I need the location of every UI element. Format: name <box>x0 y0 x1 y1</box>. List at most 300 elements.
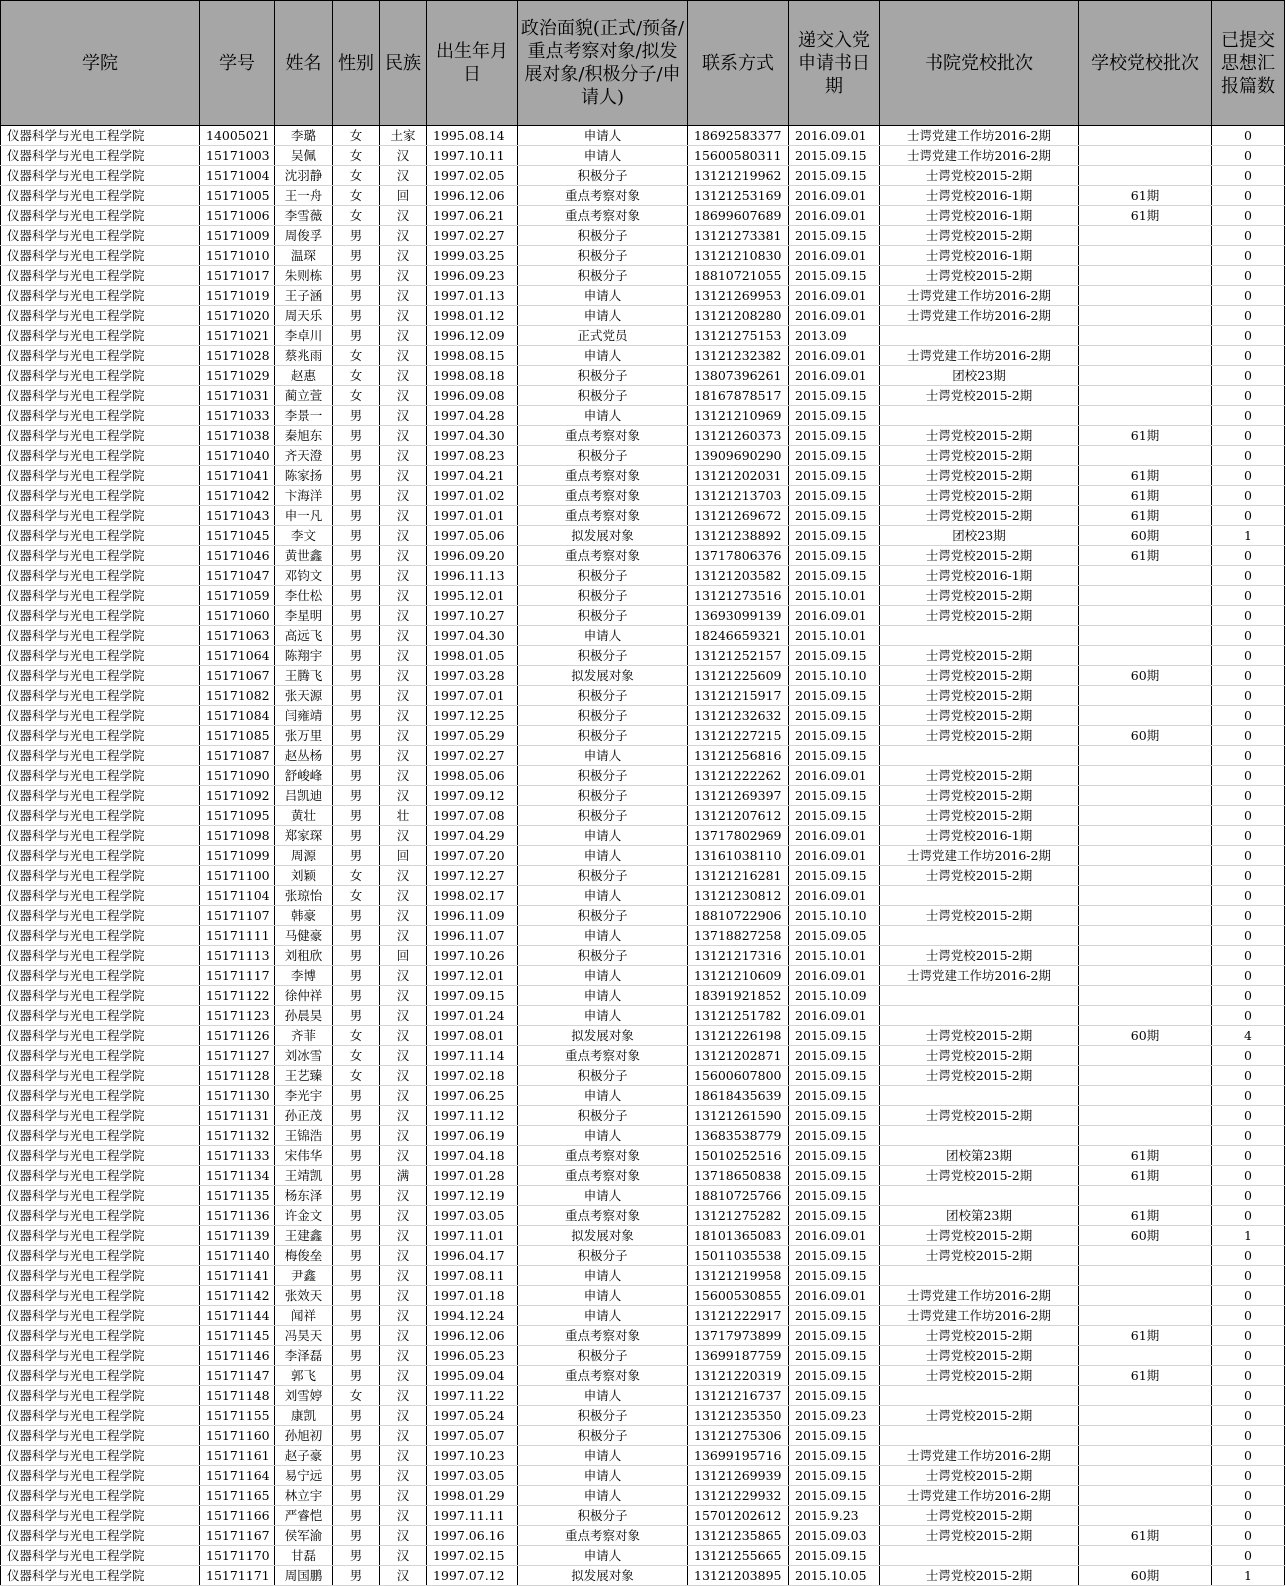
cell-political-status[interactable]: 重点考察对象 <box>518 546 688 566</box>
cell-birthdate[interactable]: 1995.12.01 <box>427 586 518 606</box>
cell-name[interactable]: 闻祥 <box>275 1306 333 1326</box>
cell-application-date[interactable]: 2015.09.15 <box>789 466 880 486</box>
cell-student-id[interactable]: 15171092 <box>200 786 275 806</box>
cell-birthdate[interactable]: 1995.08.14 <box>427 126 518 146</box>
cell-ethnicity[interactable]: 壮 <box>380 806 427 826</box>
cell-university-party-school[interactable] <box>1079 1126 1212 1146</box>
cell-name[interactable]: 李雪薇 <box>275 206 333 226</box>
cell-political-status[interactable]: 积极分子 <box>518 646 688 666</box>
cell-reports-count[interactable]: 0 <box>1212 1126 1285 1146</box>
cell-student-id[interactable]: 15171142 <box>200 1286 275 1306</box>
cell-college[interactable]: 仪器科学与光电工程学院 <box>1 306 200 326</box>
cell-student-id[interactable]: 15171167 <box>200 1526 275 1546</box>
cell-student-id[interactable]: 15171170 <box>200 1546 275 1566</box>
cell-ethnicity[interactable]: 汉 <box>380 1186 427 1206</box>
cell-university-party-school[interactable] <box>1079 786 1212 806</box>
cell-political-status[interactable]: 申请人 <box>518 1486 688 1506</box>
cell-name[interactable]: 王锦浩 <box>275 1126 333 1146</box>
cell-birthdate[interactable]: 1997.04.28 <box>427 406 518 426</box>
cell-ethnicity[interactable]: 汉 <box>380 1446 427 1466</box>
cell-gender[interactable]: 男 <box>333 1526 380 1546</box>
cell-college[interactable]: 仪器科学与光电工程学院 <box>1 326 200 346</box>
cell-application-date[interactable]: 2015.09.15 <box>789 1266 880 1286</box>
cell-student-id[interactable]: 15171082 <box>200 686 275 706</box>
cell-reports-count[interactable]: 0 <box>1212 1086 1285 1106</box>
cell-student-id[interactable]: 15171171 <box>200 1566 275 1586</box>
cell-university-party-school[interactable] <box>1079 326 1212 346</box>
cell-reports-count[interactable]: 0 <box>1212 1286 1285 1306</box>
cell-name[interactable]: 刘雪婷 <box>275 1386 333 1406</box>
cell-college-party-school[interactable]: 士谔党校2015-2期 <box>880 1366 1079 1386</box>
cell-name[interactable]: 周源 <box>275 846 333 866</box>
cell-student-id[interactable]: 15171122 <box>200 986 275 1006</box>
cell-student-id[interactable]: 15171005 <box>200 186 275 206</box>
header-college[interactable]: 学院 <box>1 1 200 126</box>
cell-birthdate[interactable]: 1997.10.27 <box>427 606 518 626</box>
cell-political-status[interactable]: 申请人 <box>518 306 688 326</box>
cell-gender[interactable]: 男 <box>333 686 380 706</box>
cell-college-party-school[interactable]: 士谔党校2015-2期 <box>880 646 1079 666</box>
cell-college[interactable]: 仪器科学与光电工程学院 <box>1 226 200 246</box>
cell-college-party-school[interactable]: 士谔党校2015-2期 <box>880 1166 1079 1186</box>
cell-gender[interactable]: 女 <box>333 126 380 146</box>
cell-name[interactable]: 吴佩 <box>275 146 333 166</box>
cell-birthdate[interactable]: 1996.04.17 <box>427 1246 518 1266</box>
cell-reports-count[interactable]: 0 <box>1212 366 1285 386</box>
cell-college-party-school[interactable]: 士谔党校2015-2期 <box>880 1026 1079 1046</box>
cell-birthdate[interactable]: 1995.09.04 <box>427 1366 518 1386</box>
cell-college[interactable]: 仪器科学与光电工程学院 <box>1 966 200 986</box>
cell-reports-count[interactable]: 1 <box>1212 1226 1285 1246</box>
cell-reports-count[interactable]: 0 <box>1212 346 1285 366</box>
cell-student-id[interactable]: 15171060 <box>200 606 275 626</box>
cell-college[interactable]: 仪器科学与光电工程学院 <box>1 1246 200 1266</box>
cell-university-party-school[interactable] <box>1079 286 1212 306</box>
cell-ethnicity[interactable]: 汉 <box>380 346 427 366</box>
cell-reports-count[interactable]: 0 <box>1212 866 1285 886</box>
cell-ethnicity[interactable]: 汉 <box>380 286 427 306</box>
cell-application-date[interactable]: 2015.09.15 <box>789 1446 880 1466</box>
cell-ethnicity[interactable]: 汉 <box>380 566 427 586</box>
cell-ethnicity[interactable]: 汉 <box>380 666 427 686</box>
cell-contact[interactable]: 13121251782 <box>688 1006 789 1026</box>
cell-contact[interactable]: 13121273516 <box>688 586 789 606</box>
cell-birthdate[interactable]: 1997.05.29 <box>427 726 518 746</box>
cell-reports-count[interactable]: 0 <box>1212 446 1285 466</box>
cell-university-party-school[interactable]: 60期 <box>1079 1026 1212 1046</box>
cell-college-party-school[interactable]: 士谔党校2015-2期 <box>880 686 1079 706</box>
cell-university-party-school[interactable] <box>1079 1426 1212 1446</box>
cell-college[interactable]: 仪器科学与光电工程学院 <box>1 986 200 1006</box>
cell-college[interactable]: 仪器科学与光电工程学院 <box>1 706 200 726</box>
cell-application-date[interactable]: 2015.10.05 <box>789 1566 880 1586</box>
cell-political-status[interactable]: 申请人 <box>518 126 688 146</box>
cell-political-status[interactable]: 申请人 <box>518 1546 688 1566</box>
cell-application-date[interactable]: 2015.09.15 <box>789 1186 880 1206</box>
cell-university-party-school[interactable]: 61期 <box>1079 1146 1212 1166</box>
cell-reports-count[interactable]: 0 <box>1212 1406 1285 1426</box>
cell-contact[interactable]: 13718650838 <box>688 1166 789 1186</box>
cell-student-id[interactable]: 15171085 <box>200 726 275 746</box>
cell-reports-count[interactable]: 0 <box>1212 906 1285 926</box>
cell-political-status[interactable]: 拟发展对象 <box>518 1026 688 1046</box>
cell-university-party-school[interactable] <box>1079 1306 1212 1326</box>
cell-birthdate[interactable]: 1996.12.09 <box>427 326 518 346</box>
cell-gender[interactable]: 男 <box>333 1306 380 1326</box>
cell-contact[interactable]: 15010252516 <box>688 1146 789 1166</box>
cell-birthdate[interactable]: 1997.09.12 <box>427 786 518 806</box>
cell-college-party-school[interactable]: 士谔党校2015-2期 <box>880 786 1079 806</box>
cell-ethnicity[interactable]: 汉 <box>380 1306 427 1326</box>
cell-name[interactable]: 申一凡 <box>275 506 333 526</box>
cell-college-party-school[interactable]: 士谔党校2015-2期 <box>880 946 1079 966</box>
cell-political-status[interactable]: 积极分子 <box>518 606 688 626</box>
cell-birthdate[interactable]: 1997.03.05 <box>427 1466 518 1486</box>
cell-application-date[interactable]: 2015.09.15 <box>789 1306 880 1326</box>
cell-university-party-school[interactable] <box>1079 1106 1212 1126</box>
cell-college[interactable]: 仪器科学与光电工程学院 <box>1 406 200 426</box>
cell-birthdate[interactable]: 1997.11.01 <box>427 1226 518 1246</box>
cell-name[interactable]: 甘磊 <box>275 1546 333 1566</box>
cell-gender[interactable]: 男 <box>333 1426 380 1446</box>
cell-college[interactable]: 仪器科学与光电工程学院 <box>1 1346 200 1366</box>
cell-political-status[interactable]: 重点考察对象 <box>518 1326 688 1346</box>
cell-college-party-school[interactable]: 士谔党校2015-2期 <box>880 1046 1079 1066</box>
cell-birthdate[interactable]: 1997.01.13 <box>427 286 518 306</box>
cell-application-date[interactable]: 2016.09.01 <box>789 826 880 846</box>
cell-reports-count[interactable]: 0 <box>1212 266 1285 286</box>
cell-gender[interactable]: 男 <box>333 1346 380 1366</box>
cell-application-date[interactable]: 2016.09.01 <box>789 966 880 986</box>
cell-reports-count[interactable]: 0 <box>1212 1066 1285 1086</box>
cell-student-id[interactable]: 15171043 <box>200 506 275 526</box>
cell-application-date[interactable]: 2015.09.15 <box>789 1326 880 1346</box>
cell-ethnicity[interactable]: 回 <box>380 186 427 206</box>
cell-college[interactable]: 仪器科学与光电工程学院 <box>1 1166 200 1186</box>
cell-university-party-school[interactable] <box>1079 926 1212 946</box>
cell-application-date[interactable]: 2015.09.15 <box>789 1206 880 1226</box>
cell-college-party-school[interactable]: 士谔党建工作坊2016-2期 <box>880 1446 1079 1466</box>
cell-ethnicity[interactable]: 汉 <box>380 726 427 746</box>
cell-birthdate[interactable]: 1997.02.15 <box>427 1546 518 1566</box>
cell-student-id[interactable]: 15171064 <box>200 646 275 666</box>
cell-college[interactable]: 仪器科学与光电工程学院 <box>1 446 200 466</box>
cell-college[interactable]: 仪器科学与光电工程学院 <box>1 786 200 806</box>
cell-student-id[interactable]: 15171128 <box>200 1066 275 1086</box>
cell-college[interactable]: 仪器科学与光电工程学院 <box>1 1426 200 1446</box>
cell-political-status[interactable]: 拟发展对象 <box>518 1566 688 1586</box>
cell-gender[interactable]: 男 <box>333 746 380 766</box>
cell-reports-count[interactable]: 1 <box>1212 526 1285 546</box>
header-application-date[interactable]: 递交入党申请书日期 <box>789 1 880 126</box>
cell-student-id[interactable]: 15171019 <box>200 286 275 306</box>
cell-ethnicity[interactable]: 汉 <box>380 706 427 726</box>
cell-college-party-school[interactable] <box>880 1546 1079 1566</box>
cell-college[interactable]: 仪器科学与光电工程学院 <box>1 1486 200 1506</box>
cell-application-date[interactable]: 2016.09.01 <box>789 1286 880 1306</box>
cell-application-date[interactable]: 2015.09.15 <box>789 686 880 706</box>
cell-application-date[interactable]: 2015.09.15 <box>789 146 880 166</box>
cell-university-party-school[interactable] <box>1079 446 1212 466</box>
cell-university-party-school[interactable] <box>1079 566 1212 586</box>
cell-name[interactable]: 沈羽静 <box>275 166 333 186</box>
cell-application-date[interactable]: 2015.09.23 <box>789 1406 880 1426</box>
cell-gender[interactable]: 男 <box>333 326 380 346</box>
cell-reports-count[interactable]: 0 <box>1212 1246 1285 1266</box>
cell-application-date[interactable]: 2015.09.15 <box>789 1086 880 1106</box>
cell-college-party-school[interactable]: 士谔党校2015-2期 <box>880 726 1079 746</box>
cell-ethnicity[interactable]: 汉 <box>380 1106 427 1126</box>
cell-contact[interactable]: 13121216737 <box>688 1386 789 1406</box>
cell-university-party-school[interactable] <box>1079 1266 1212 1286</box>
cell-ethnicity[interactable]: 汉 <box>380 746 427 766</box>
cell-gender[interactable]: 男 <box>333 626 380 646</box>
cell-name[interactable]: 李文 <box>275 526 333 546</box>
cell-name[interactable]: 杨东泽 <box>275 1186 333 1206</box>
cell-student-id[interactable]: 15171133 <box>200 1146 275 1166</box>
cell-reports-count[interactable]: 0 <box>1212 1486 1285 1506</box>
cell-gender[interactable]: 男 <box>333 926 380 946</box>
cell-birthdate[interactable]: 1997.03.05 <box>427 1206 518 1226</box>
cell-reports-count[interactable]: 0 <box>1212 1186 1285 1206</box>
cell-university-party-school[interactable]: 60期 <box>1079 1566 1212 1586</box>
cell-ethnicity[interactable]: 汉 <box>380 1366 427 1386</box>
cell-ethnicity[interactable]: 汉 <box>380 1486 427 1506</box>
cell-contact[interactable]: 13121275282 <box>688 1206 789 1226</box>
cell-reports-count[interactable]: 0 <box>1212 1266 1285 1286</box>
cell-political-status[interactable]: 申请人 <box>518 1086 688 1106</box>
cell-political-status[interactable]: 积极分子 <box>518 1346 688 1366</box>
cell-birthdate[interactable]: 1996.09.08 <box>427 386 518 406</box>
cell-reports-count[interactable]: 0 <box>1212 406 1285 426</box>
cell-college[interactable]: 仪器科学与光电工程学院 <box>1 926 200 946</box>
cell-college-party-school[interactable]: 士谔党校2015-2期 <box>880 166 1079 186</box>
cell-student-id[interactable]: 15171155 <box>200 1406 275 1426</box>
cell-ethnicity[interactable]: 汉 <box>380 166 427 186</box>
cell-reports-count[interactable]: 0 <box>1212 1106 1285 1126</box>
header-political-status[interactable]: 政治面貌(正式/预备/重点考察对象/拟发展对象/积极分子/申请人) <box>518 1 688 126</box>
cell-college[interactable]: 仪器科学与光电工程学院 <box>1 686 200 706</box>
cell-ethnicity[interactable]: 汉 <box>380 986 427 1006</box>
cell-university-party-school[interactable] <box>1079 1486 1212 1506</box>
cell-college[interactable]: 仪器科学与光电工程学院 <box>1 646 200 666</box>
cell-birthdate[interactable]: 1997.07.08 <box>427 806 518 826</box>
cell-gender[interactable]: 男 <box>333 486 380 506</box>
cell-contact[interactable]: 13121202871 <box>688 1046 789 1066</box>
cell-birthdate[interactable]: 1997.01.28 <box>427 1166 518 1186</box>
cell-ethnicity[interactable]: 汉 <box>380 406 427 426</box>
cell-college-party-school[interactable]: 士谔党校2015-2期 <box>880 266 1079 286</box>
cell-gender[interactable]: 男 <box>333 246 380 266</box>
cell-university-party-school[interactable]: 61期 <box>1079 1366 1212 1386</box>
cell-contact[interactable]: 13121217316 <box>688 946 789 966</box>
cell-university-party-school[interactable] <box>1079 366 1212 386</box>
cell-student-id[interactable]: 15171147 <box>200 1366 275 1386</box>
cell-birthdate[interactable]: 1997.04.30 <box>427 626 518 646</box>
cell-gender[interactable]: 男 <box>333 646 380 666</box>
cell-ethnicity[interactable]: 汉 <box>380 506 427 526</box>
cell-college-party-school[interactable]: 士谔党校2015-2期 <box>880 466 1079 486</box>
cell-political-status[interactable]: 申请人 <box>518 846 688 866</box>
cell-college-party-school[interactable]: 士谔党校2015-2期 <box>880 1506 1079 1526</box>
cell-birthdate[interactable]: 1997.01.24 <box>427 1006 518 1026</box>
cell-political-status[interactable]: 重点考察对象 <box>518 466 688 486</box>
cell-political-status[interactable]: 申请人 <box>518 1386 688 1406</box>
cell-gender[interactable]: 男 <box>333 226 380 246</box>
cell-contact[interactable]: 13121222262 <box>688 766 789 786</box>
cell-college-party-school[interactable]: 士谔党校2015-2期 <box>880 226 1079 246</box>
cell-ethnicity[interactable]: 汉 <box>380 226 427 246</box>
cell-ethnicity[interactable]: 汉 <box>380 366 427 386</box>
cell-application-date[interactable]: 2015.09.15 <box>789 566 880 586</box>
cell-student-id[interactable]: 15171087 <box>200 746 275 766</box>
cell-reports-count[interactable]: 0 <box>1212 426 1285 446</box>
cell-college[interactable]: 仪器科学与光电工程学院 <box>1 206 200 226</box>
cell-ethnicity[interactable]: 汉 <box>380 1046 427 1066</box>
cell-college[interactable]: 仪器科学与光电工程学院 <box>1 826 200 846</box>
cell-student-id[interactable]: 15171100 <box>200 866 275 886</box>
cell-university-party-school[interactable]: 60期 <box>1079 726 1212 746</box>
cell-college-party-school[interactable] <box>880 746 1079 766</box>
cell-student-id[interactable]: 15171104 <box>200 886 275 906</box>
cell-political-status[interactable]: 重点考察对象 <box>518 486 688 506</box>
cell-university-party-school[interactable]: 60期 <box>1079 666 1212 686</box>
cell-student-id[interactable]: 15171006 <box>200 206 275 226</box>
cell-ethnicity[interactable]: 汉 <box>380 826 427 846</box>
cell-college-party-school[interactable]: 士谔党建工作坊2016-2期 <box>880 1306 1079 1326</box>
cell-birthdate[interactable]: 1997.11.14 <box>427 1046 518 1066</box>
cell-college-party-school[interactable]: 士谔党校2015-2期 <box>880 1406 1079 1426</box>
cell-political-status[interactable]: 申请人 <box>518 346 688 366</box>
cell-university-party-school[interactable]: 61期 <box>1079 1526 1212 1546</box>
cell-college-party-school[interactable]: 士谔党校2015-2期 <box>880 706 1079 726</box>
cell-name[interactable]: 舒峻峰 <box>275 766 333 786</box>
cell-gender[interactable]: 男 <box>333 1486 380 1506</box>
cell-application-date[interactable]: 2015.09.15 <box>789 866 880 886</box>
cell-application-date[interactable]: 2015.09.15 <box>789 506 880 526</box>
cell-student-id[interactable]: 15171090 <box>200 766 275 786</box>
cell-birthdate[interactable]: 1996.09.23 <box>427 266 518 286</box>
cell-gender[interactable]: 男 <box>333 1246 380 1266</box>
cell-contact[interactable]: 13121232382 <box>688 346 789 366</box>
cell-college-party-school[interactable]: 士谔党建工作坊2016-2期 <box>880 286 1079 306</box>
cell-ethnicity[interactable]: 满 <box>380 1166 427 1186</box>
cell-reports-count[interactable]: 0 <box>1212 246 1285 266</box>
cell-ethnicity[interactable]: 汉 <box>380 266 427 286</box>
cell-gender[interactable]: 男 <box>333 1446 380 1466</box>
cell-reports-count[interactable]: 0 <box>1212 1346 1285 1366</box>
cell-reports-count[interactable]: 0 <box>1212 606 1285 626</box>
cell-birthdate[interactable]: 1996.11.07 <box>427 926 518 946</box>
cell-contact[interactable]: 13121255665 <box>688 1546 789 1566</box>
cell-gender[interactable]: 女 <box>333 1386 380 1406</box>
cell-gender[interactable]: 男 <box>333 1086 380 1106</box>
cell-gender[interactable]: 男 <box>333 706 380 726</box>
cell-contact[interactable]: 13121229932 <box>688 1486 789 1506</box>
cell-political-status[interactable]: 积极分子 <box>518 386 688 406</box>
cell-ethnicity[interactable]: 汉 <box>380 1326 427 1346</box>
cell-contact[interactable]: 13909690290 <box>688 446 789 466</box>
cell-contact[interactable]: 18167878517 <box>688 386 789 406</box>
cell-college[interactable]: 仪器科学与光电工程学院 <box>1 1306 200 1326</box>
cell-name[interactable]: 邓钧文 <box>275 566 333 586</box>
cell-birthdate[interactable]: 1997.04.21 <box>427 466 518 486</box>
cell-birthdate[interactable]: 1997.05.07 <box>427 1426 518 1446</box>
cell-college[interactable]: 仪器科学与光电工程学院 <box>1 266 200 286</box>
cell-college[interactable]: 仪器科学与光电工程学院 <box>1 606 200 626</box>
cell-gender[interactable]: 男 <box>333 586 380 606</box>
cell-college-party-school[interactable]: 士谔党校2015-2期 <box>880 766 1079 786</box>
cell-political-status[interactable]: 积极分子 <box>518 566 688 586</box>
cell-political-status[interactable]: 积极分子 <box>518 1066 688 1086</box>
cell-ethnicity[interactable]: 汉 <box>380 966 427 986</box>
cell-birthdate[interactable]: 1998.01.29 <box>427 1486 518 1506</box>
cell-application-date[interactable]: 2015.09.15 <box>789 746 880 766</box>
cell-application-date[interactable]: 2016.09.01 <box>789 206 880 226</box>
cell-student-id[interactable]: 15171084 <box>200 706 275 726</box>
cell-ethnicity[interactable]: 汉 <box>380 646 427 666</box>
cell-political-status[interactable]: 申请人 <box>518 1446 688 1466</box>
cell-college[interactable]: 仪器科学与光电工程学院 <box>1 1506 200 1526</box>
cell-college-party-school[interactable]: 团校23期 <box>880 526 1079 546</box>
cell-reports-count[interactable]: 0 <box>1212 806 1285 826</box>
cell-name[interactable]: 赵子豪 <box>275 1446 333 1466</box>
cell-university-party-school[interactable] <box>1079 626 1212 646</box>
cell-birthdate[interactable]: 1997.11.12 <box>427 1106 518 1126</box>
cell-ethnicity[interactable]: 汉 <box>380 1026 427 1046</box>
cell-student-id[interactable]: 15171140 <box>200 1246 275 1266</box>
cell-university-party-school[interactable] <box>1079 406 1212 426</box>
cell-college[interactable]: 仪器科学与光电工程学院 <box>1 1106 200 1126</box>
cell-political-status[interactable]: 申请人 <box>518 626 688 646</box>
cell-university-party-school[interactable] <box>1079 1386 1212 1406</box>
cell-political-status[interactable]: 积极分子 <box>518 686 688 706</box>
cell-university-party-school[interactable] <box>1079 826 1212 846</box>
cell-college-party-school[interactable]: 团校23期 <box>880 366 1079 386</box>
cell-contact[interactable]: 13121275153 <box>688 326 789 346</box>
cell-contact[interactable]: 13121213703 <box>688 486 789 506</box>
cell-political-status[interactable]: 重点考察对象 <box>518 506 688 526</box>
cell-gender[interactable]: 男 <box>333 1566 380 1586</box>
cell-ethnicity[interactable]: 汉 <box>380 686 427 706</box>
cell-political-status[interactable]: 积极分子 <box>518 1506 688 1526</box>
cell-student-id[interactable]: 15171067 <box>200 666 275 686</box>
cell-student-id[interactable]: 15171144 <box>200 1306 275 1326</box>
cell-university-party-school[interactable]: 61期 <box>1079 486 1212 506</box>
cell-gender[interactable]: 男 <box>333 806 380 826</box>
cell-birthdate[interactable]: 1997.07.01 <box>427 686 518 706</box>
cell-birthdate[interactable]: 1997.06.21 <box>427 206 518 226</box>
cell-college[interactable]: 仪器科学与光电工程学院 <box>1 1526 200 1546</box>
cell-student-id[interactable]: 15171166 <box>200 1506 275 1526</box>
cell-contact[interactable]: 13121219958 <box>688 1266 789 1286</box>
cell-gender[interactable]: 男 <box>333 1006 380 1026</box>
cell-reports-count[interactable]: 0 <box>1212 466 1285 486</box>
cell-college-party-school[interactable]: 士谔党校2015-2期 <box>880 426 1079 446</box>
cell-college-party-school[interactable] <box>880 1006 1079 1026</box>
cell-reports-count[interactable]: 0 <box>1212 1006 1285 1026</box>
cell-university-party-school[interactable] <box>1079 1286 1212 1306</box>
cell-university-party-school[interactable] <box>1079 986 1212 1006</box>
cell-name[interactable]: 尹鑫 <box>275 1266 333 1286</box>
cell-college-party-school[interactable]: 士谔党建工作坊2016-2期 <box>880 1486 1079 1506</box>
cell-contact[interactable]: 13121275306 <box>688 1426 789 1446</box>
cell-ethnicity[interactable]: 汉 <box>380 1226 427 1246</box>
cell-ethnicity[interactable]: 汉 <box>380 426 427 446</box>
cell-name[interactable]: 李星明 <box>275 606 333 626</box>
cell-gender[interactable]: 男 <box>333 966 380 986</box>
cell-contact[interactable]: 13121253169 <box>688 186 789 206</box>
